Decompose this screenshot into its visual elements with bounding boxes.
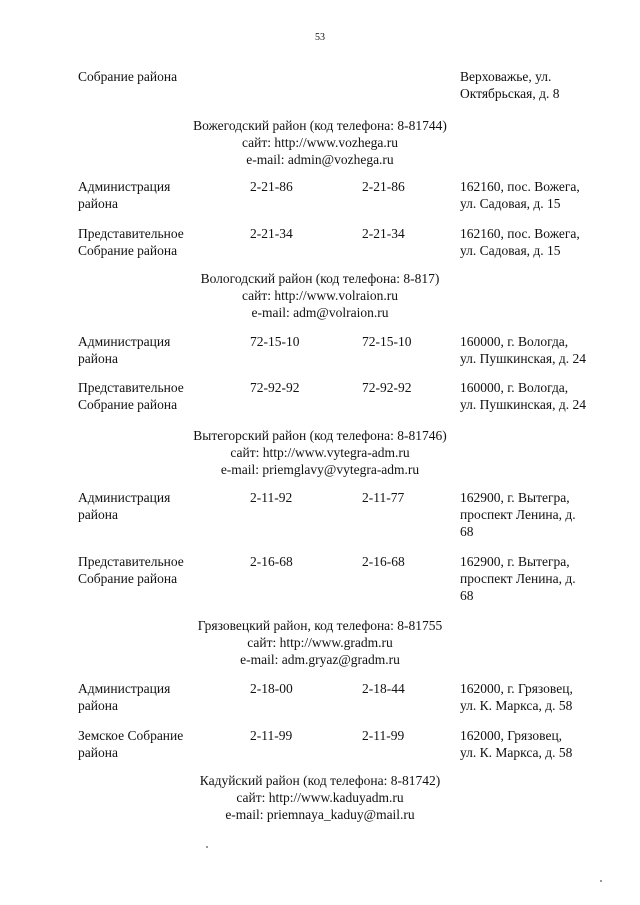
phone: 72-15-10 (250, 334, 300, 349)
district-site: сайт: http://www.gradm.ru (247, 635, 393, 650)
scan-speck (600, 880, 602, 882)
district-title: Вологодский район (код телефона: 8-817) (200, 271, 440, 286)
address: 162000, Грязовец, ул. К. Маркса, д. 58 (460, 728, 573, 760)
organization-name: Представительное Собрание района (78, 380, 184, 412)
fax: 2-21-34 (362, 226, 405, 241)
district-site: сайт: http://www.kaduyadm.ru (236, 790, 404, 805)
district-header (0, 270, 640, 321)
district-site: сайт: http://www.vozhega.ru (242, 135, 398, 150)
fax: 2-11-77 (362, 490, 405, 505)
phone: 72-92-92 (250, 380, 300, 395)
district-title: Вытегорский район (код телефона: 8-81746) (193, 428, 447, 443)
scan-speck (206, 846, 208, 848)
district-header (0, 427, 640, 478)
district-header (0, 117, 640, 168)
district-title: Кадуйский район (код телефона: 8-81742) (199, 773, 441, 788)
organization-name: Администрация района (78, 334, 171, 366)
address: 162900, г. Вытегра, проспект Ленина, д. 68 (460, 490, 576, 539)
organization-name: Представительное Собрание района (78, 226, 184, 258)
fax: 72-15-10 (362, 334, 412, 349)
fax: 2-16-68 (362, 554, 405, 569)
organization-name: Администрация района (78, 490, 171, 522)
page-number: 53 (315, 32, 325, 43)
fax: 2-18-44 (362, 681, 405, 696)
organization-name: Собрание района (78, 69, 178, 84)
district-title: Вожегодский район (код телефона: 8-81744) (193, 118, 447, 133)
organization-name: Земское Собрание района (78, 728, 184, 760)
district-header (0, 617, 640, 668)
address: 162000, г. Грязовец, ул. К. Маркса, д. 58 (460, 681, 573, 713)
phone: 2-16-68 (250, 554, 293, 569)
phone: 2-21-34 (250, 226, 293, 241)
address: 162160, пос. Вожега, ул. Садовая, д. 15 (460, 179, 580, 211)
phone: 2-11-99 (250, 728, 293, 743)
fax: 72-92-92 (362, 380, 412, 395)
district-email: e-mail: priemglavy@vytegra-adm.ru (220, 462, 420, 477)
phone: 2-11-92 (250, 490, 293, 505)
district-title: Грязовецкий район, код телефона: 8-81755 (197, 618, 443, 633)
organization-name: Администрация района (78, 179, 171, 211)
fax: 2-21-86 (362, 179, 405, 194)
address: 160000, г. Вологда, ул. Пушкинская, д. 24 (460, 334, 586, 366)
district-email: e-mail: adm.gryaz@gradm.ru (240, 652, 400, 667)
phone: 2-18-00 (250, 681, 293, 696)
district-email: e-mail: priemnaya_kaduy@mail.ru (225, 807, 415, 822)
address: Верховажье, ул. Октябрьская, д. 8 (460, 69, 560, 101)
district-email: e-mail: adm@volraion.ru (251, 305, 389, 320)
district-header (0, 772, 640, 823)
district-email: e-mail: admin@vozhega.ru (246, 152, 394, 167)
phone: 2-21-86 (250, 179, 293, 194)
address: 160000, г. Вологда, ул. Пушкинская, д. 24 (460, 380, 586, 412)
address: 162160, пос. Вожега, ул. Садовая, д. 15 (460, 226, 580, 258)
district-site: сайт: http://www.vytegra-adm.ru (230, 445, 410, 460)
organization-name: Администрация района (78, 681, 171, 713)
district-site: сайт: http://www.volraion.ru (241, 288, 398, 303)
organization-name: Представительное Собрание района (78, 554, 184, 586)
address: 162900, г. Вытегра, проспект Ленина, д. 68 (460, 554, 576, 603)
fax: 2-11-99 (362, 728, 405, 743)
